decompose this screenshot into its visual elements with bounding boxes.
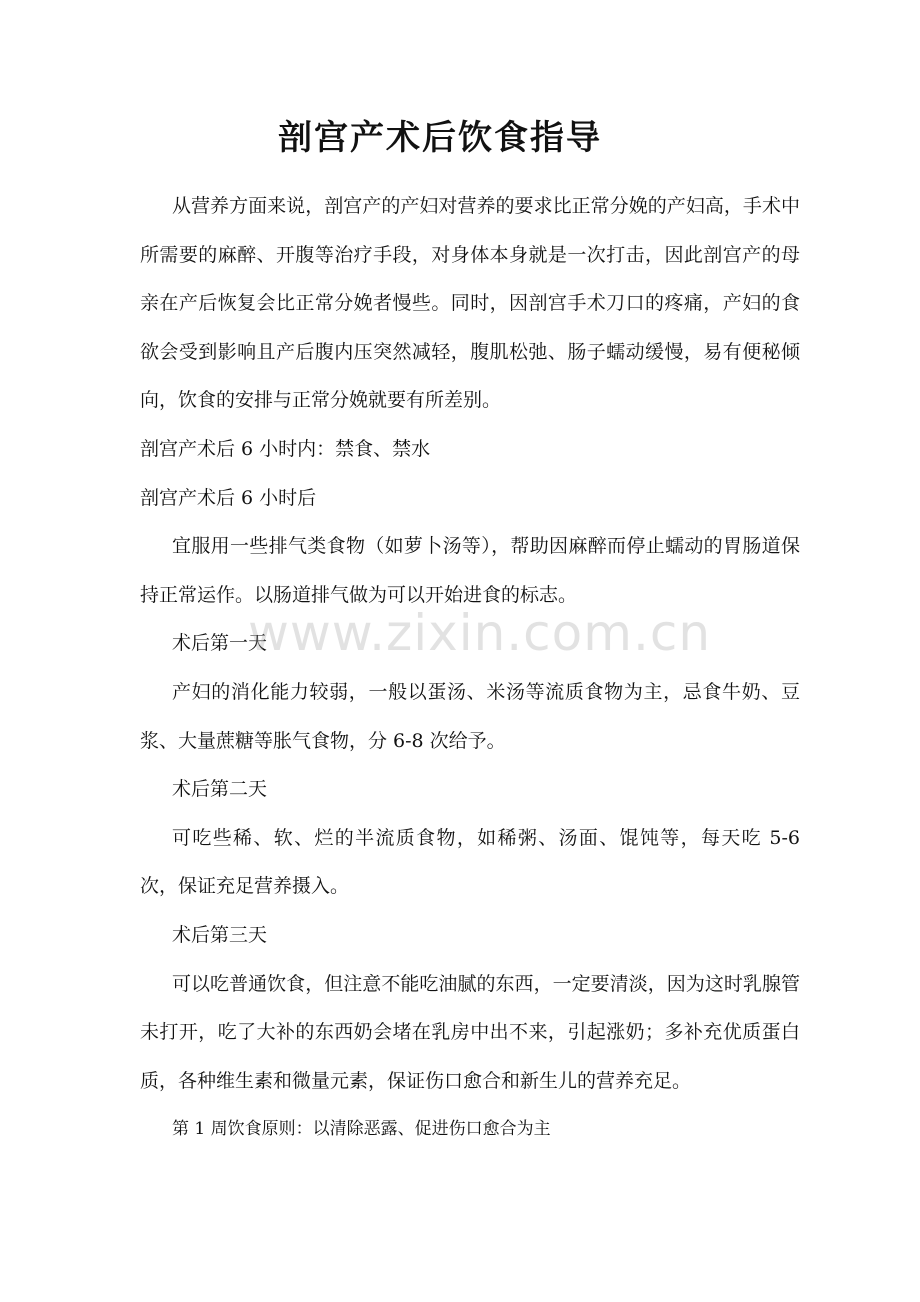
document-title: 剖宫产术后饮食指导 <box>278 118 602 158</box>
heading-within-6-hours: 剖宫产术后 6 小时内：禁食、禁水 <box>140 437 431 460</box>
intro-paragraph: 从营养方面来说，剖宫产的产妇对营养的要求比正常分娩的产妇高，手术中所需要的麻醉、开腹等治疗手段，对身体本身就是一次打击，因此剖宫产的母亲在产后恢复会比正常分娩者慢些。同时，因剖宫手术刀口的疼痛，产妇的食欲会受到影响且产后腹内压突然减轻，腹肌松弛、肠子蠕动缓慢，易有便秘倾向，饮食的安排与正常分娩就要有所差别。 <box>140 195 800 412</box>
heading-day-3: 术后第三天 <box>172 923 268 946</box>
day-3-paragraph: 可以吃普通饮食，但注意不能吃油腻的东西，一定要清淡，因为这时乳腺管未打开，吃了大补的东西奶会堵在乳房中出不来，引起涨奶；多补充优质蛋白质，各种维生素和微量元素，保证伤口愈合和新生儿的营养充足。 <box>140 972 800 1092</box>
day-2-paragraph: 可吃些稀、软、烂的半流质食物，如稀粥、汤面、馄饨等，每天吃 5-6 次，保证充足营养摄入。 <box>140 826 800 898</box>
week-1-principle: 第 1 周饮食原则：以清除恶露、促进伤口愈合为主 <box>172 1119 551 1140</box>
watermark-text: www.zixin.com.cn <box>248 604 712 662</box>
after-6-hours-paragraph: 宜服用一些排气类食物（如萝卜汤等），帮助因麻醉而停止蠕动的胃肠道保持正常运作。以肠道排气做为可以开始进食的标志。 <box>140 535 800 606</box>
heading-day-2: 术后第二天 <box>172 778 268 801</box>
document-body <box>140 182 800 1154</box>
heading-after-6-hours: 剖宫产术后 6 小时后 <box>140 486 317 509</box>
day-1-paragraph: 产妇的消化能力较弱，一般以蛋汤、米汤等流质食物为主，忌食牛奶、豆浆、大量蔗糖等胀气食物，分 6-8 次给予。 <box>140 680 800 752</box>
heading-day-1: 术后第一天 <box>172 632 268 655</box>
